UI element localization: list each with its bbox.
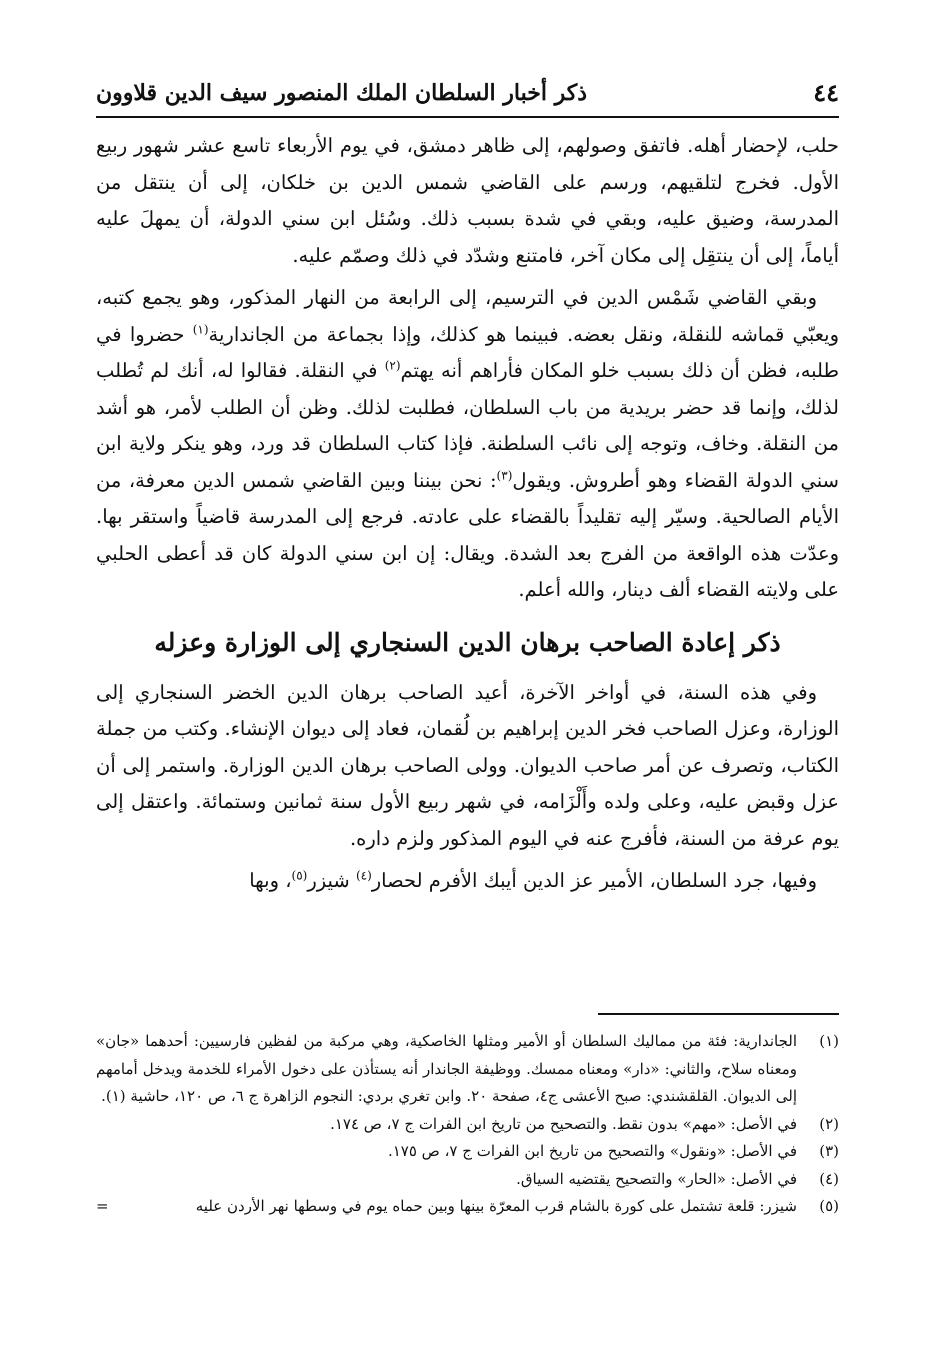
footnote-text: في الأصل: «مهم» بدون نقط. والتصحيح من تاريخ ابن الفرات ج ٧، ص ١٧٤. [330, 1114, 797, 1133]
paragraph-3: وفي هذه السنة، في أواخر الآخرة، أعيد الصاحب برهان الدين الخضر السنجاري إلى الوزارة، وعزل الصاحب فخر الدين إبراهيم بن لُقمان، فعاد إلى ديوان الإنشاء. وكتب من جملة الكتاب، وتصرف عن أمر صاحب الديوان. وولى الصاحب برهان الدين الوزارة. واستمر إلى أن عزل وقبض عليه، وعلى ولده وأَلْزَامه، في شهر ربيع الأول سنة ثمانين وستمائة. واعتقل إلى يوم عرفة من السنة، فأفرج عنه في اليوم المذكور ولزم داره. [96, 680, 839, 850]
paragraph-2-part-d: : نحن بيننا وبين القاضي شمس الدين معرفة، من الأيام الصالحية. وسيّر إليه تقليداً بالقضاء على عادته. فرجع إلى المدرسة قاضياً واستقر بها. وعدّت هذه الواقعة من الفرج بعد الشدة. ويقال: إن ابن سني الدولة كان قد أعطى الحلبي على ولايته القضاء ألف دينار، والله أعلم. [96, 468, 839, 601]
footnote-text: في الأصل: «الحار» والتصحيح يقتضيه السياق. [516, 1169, 797, 1188]
running-header [96, 76, 839, 118]
footnotes [96, 1028, 839, 1221]
footnote-4 [96, 1166, 839, 1194]
footnote-5 [96, 1193, 839, 1221]
paragraph-4 [96, 863, 839, 900]
paragraph-4-part-c: ، وبها [249, 869, 292, 892]
paragraph-4-part-a: وفيها، جرد السلطان، الأمير عز الدين أيبك الأفرم لحصار [371, 869, 817, 892]
continuation-mark: = [96, 1197, 109, 1215]
running-title: ذكر أخبار السلطان الملك المنصور سيف الدين قلاوون [96, 80, 588, 106]
footnote-2 [96, 1111, 839, 1139]
section-heading: ذكر إعادة الصاحب برهان الدين السنجاري إلى الوزارة وعزله [154, 627, 781, 657]
footnote-text: في الأصل: «ونقول» والتصحيح من تاريخ ابن الفرات ج ٧، ص ١٧٥. [387, 1142, 797, 1160]
footnote-1 [96, 1028, 839, 1111]
footnote-ref-3[interactable]: (٣) [496, 468, 513, 482]
main-text [96, 128, 839, 900]
paragraph-4-part-b: شيزر [307, 869, 356, 892]
footnote-number: (٥) [819, 1197, 839, 1215]
footnote-text: الجاندارية: فئة من مماليك السلطان أو الأمير ومثلها الخاصكية، وهي مركبة من لفظين فارسيين: أحدهما «جان» ومعناه سلاح، والثاني: «دار» ومعناه ممسك. ووظيفة الجاندار أنه يستأذن على دخول الأمراء للخدمة ويدخل أمامهم إلى الديوان. القلقشندي: صبح الأعشى ج٤، صفحة ٢٠. وابن تغري بردي: النجوم الزاهرة ج ٦، ص ١٢٠، حاشية (١). [96, 1032, 797, 1105]
footnote-number: (١) [819, 1032, 839, 1050]
footnote-number: (٢) [819, 1114, 839, 1133]
paragraph-2-part-b: حضروا في طلبه، فظن أن ذلك بسبب خلو المكان فأراهم أنه يهتم [96, 322, 840, 382]
paragraph-2-part-a: وبقي القاضي شَمْس الدين في الترسيم، إلى الرابعة من النهار المذكور، وهو يجمع كتبه، ويعبّي قماشه للنقلة، ونقل بعضه. فبينما هو كذلك، وإذا بجماعة من الجاندارية [96, 286, 840, 346]
paragraph-2 [96, 280, 839, 609]
footnote-ref-2[interactable]: (٢) [384, 358, 401, 373]
paragraph-2-part-c: في النقلة. فقالوا له، أنك لم تُطلب لذلك، وإنما قد حضر بريدية من باب السلطان، فطلبت لذلك. وظن أن الطلب لأمر، هو أشد من النقلة. وخاف، وتوجه إلى نائب السلطنة. فإذا كتاب السلطان قد ورد، وهو ينكر ولاية ابن سني الدولة القضاء وهو أطروش. ويقول [96, 359, 839, 492]
footnote-ref-1[interactable]: (١) [192, 322, 209, 336]
footnote-ref-5[interactable]: (٥) [291, 868, 308, 883]
footnote-number: (٤) [819, 1169, 839, 1188]
footnote-number: (٣) [819, 1142, 839, 1160]
footnote-separator [598, 1013, 839, 1015]
page-number: ٤٤ [813, 78, 839, 107]
footnote-3 [96, 1138, 839, 1166]
footnote-text: شيزر: قلعة تشتمل على كورة بالشام قرب المعرّة بينها وبين حماه يوم في وسطها نهر الأردن عليه [195, 1197, 797, 1215]
footnote-ref-4[interactable]: (٤) [355, 868, 372, 883]
paragraph-1: حلب، لإحضار أهله. فاتفق وصولهم، إلى ظاهر دمشق، في يوم الأربعاء تاسع عشر شهور ربيع الأول. فخرج لتلقيهم، ورسم على القاضي شمس الدين بن خلكان، إلى أن ينتقل من المدرسة، وضيق عليه، وبقي في شدة بسبب ذلك. وسُئل ابن سني الدولة، أن يمهلَ عليه أياماً، إلى أن ينتقِل إلى مكان آخر، فامتنع وشدّد في ذلك وصمّم عليه. [96, 134, 839, 267]
